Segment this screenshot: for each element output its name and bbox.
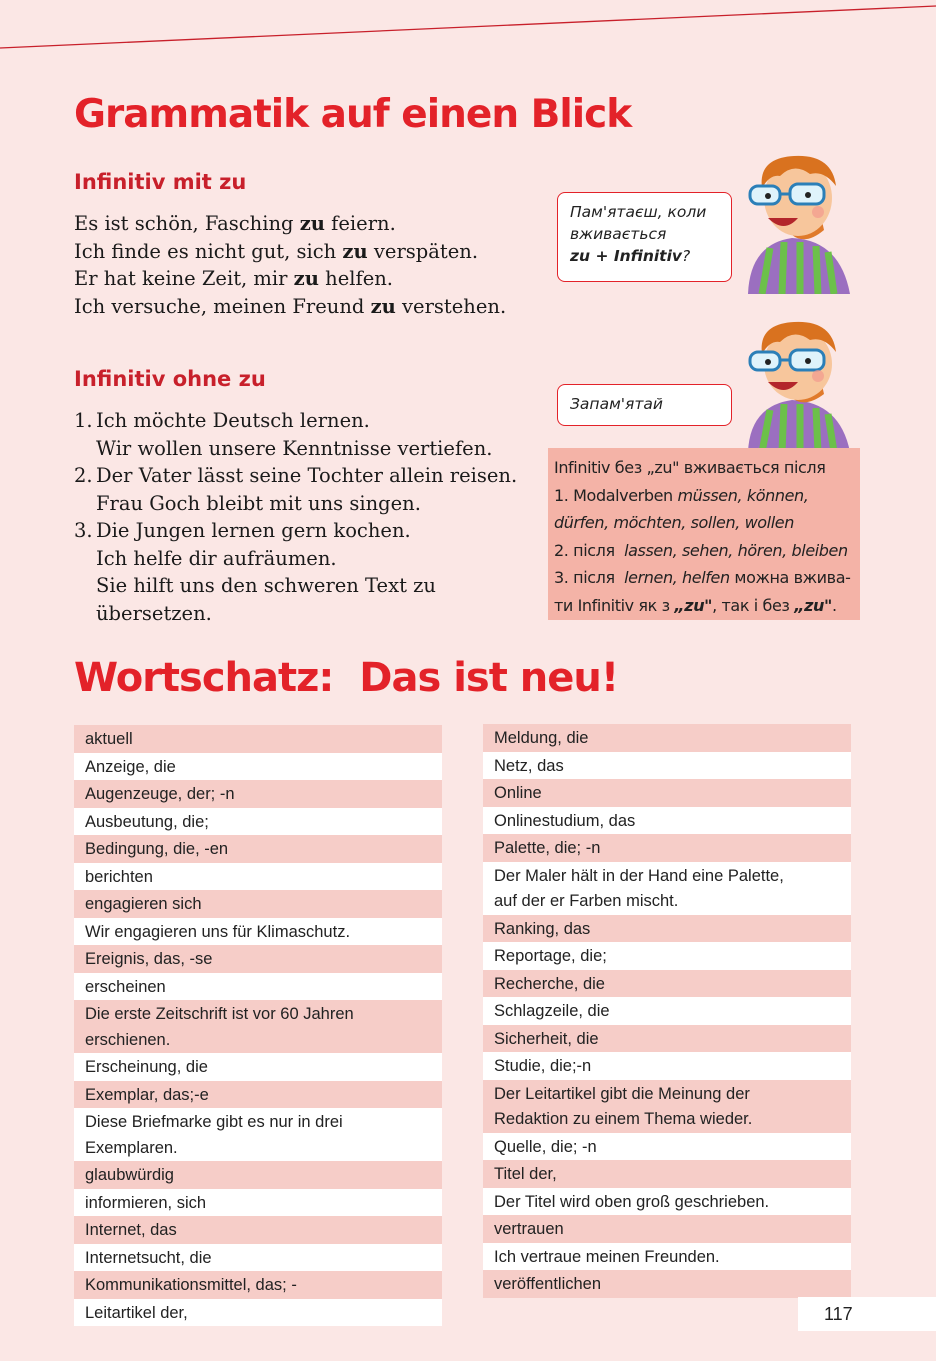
- rule-text: .: [831, 595, 837, 615]
- vocabulary-text: Reportage, die;: [494, 947, 607, 965]
- vocabulary-text: Ich vertraue meinen Freunden.: [494, 1247, 720, 1266]
- vocabulary-entry: [483, 942, 851, 970]
- boy-illustration-icon: [728, 152, 856, 294]
- vocabulary-text: Titel der,: [494, 1165, 557, 1183]
- sentence-text: übersetzen.: [96, 601, 212, 625]
- bubble-line: вживається: [570, 225, 667, 243]
- vocabulary-text: Studie, die;-n: [494, 1057, 592, 1075]
- example-sentence: [74, 600, 554, 628]
- heading-infinitiv-mit-zu: Infinitiv mit zu: [74, 170, 247, 194]
- sentence-text: Der Vater lässt seine Tochter allein reisen.: [96, 464, 518, 487]
- rule-box: [548, 448, 860, 620]
- bubble-line: Запам'ятай: [570, 395, 663, 413]
- vocabulary-entry: [483, 1215, 851, 1243]
- item-number: 3.: [74, 519, 93, 542]
- vocabulary-entry: [74, 1271, 442, 1299]
- example-sentence: [74, 265, 554, 293]
- vocabulary-entry: [483, 1270, 851, 1298]
- vocabulary-entry: [483, 997, 851, 1025]
- example-sentence: [74, 517, 554, 545]
- sentence-part: verstehen.: [395, 294, 507, 318]
- vocabulary-entry: [483, 1243, 851, 1271]
- rule-italic: lernen, helfen: [624, 568, 730, 587]
- sentence-text: Ich helfe dir aufräumen.: [96, 546, 337, 570]
- examples-ohne-zu: [74, 407, 554, 627]
- sentence-text: Sie hilft uns den schweren Text zu: [96, 574, 436, 597]
- examples-mit-zu: [74, 210, 554, 320]
- vocabulary-entry: [74, 918, 442, 946]
- vocabulary-text: Anzeige, die: [85, 757, 176, 776]
- example-sentence: [74, 293, 554, 321]
- vocabulary-text: Online: [494, 784, 542, 802]
- vocabulary-text: Die erste Zeitschrift ist vor 60 Jahren: [85, 1005, 354, 1023]
- example-sentence: [74, 462, 554, 490]
- vocabulary-text: Exemplaren.: [85, 1138, 178, 1157]
- sentence-text: Frau Goch bleibt mit uns singen.: [96, 491, 421, 515]
- vocabulary-text: Augenzeuge, der; -n: [85, 785, 235, 803]
- vocabulary-entry: [483, 862, 851, 915]
- vocabulary-text: Exemplar, das;-e: [85, 1085, 209, 1104]
- vocabulary-text: Wir engagieren uns für Klimaschutz.: [85, 922, 351, 941]
- zu-keyword: zu: [293, 267, 319, 290]
- vocabulary-text: Der Maler hält in der Hand eine Palette,: [494, 866, 784, 885]
- rule-bold: „zu": [794, 595, 832, 615]
- vocabulary-entry: [74, 725, 442, 753]
- page-number: 117: [798, 1297, 936, 1331]
- vocabulary-entry: [74, 1108, 442, 1161]
- vocabulary-entry: [74, 1081, 442, 1109]
- rule-line: [554, 564, 854, 592]
- vocabulary-entry: [483, 752, 851, 780]
- sentence-part: helfen.: [318, 267, 393, 290]
- vocabulary-entry: [483, 724, 851, 752]
- vocabulary-entry: [483, 807, 851, 835]
- sentence-text: Ich möchte Deutsch lernen.: [96, 409, 370, 432]
- vocabulary-text: Meldung, die: [494, 729, 589, 747]
- vocabulary-text: Der Leitartikel gibt die Meinung der: [494, 1084, 750, 1103]
- sentence-part: Ich versuche, meinen Freund: [74, 294, 371, 318]
- rule-line: [554, 592, 854, 620]
- vocabulary-text: aktuell: [85, 730, 133, 748]
- rule-italic: lassen, sehen, hören, bleiben: [624, 540, 848, 560]
- vocabulary-text: berichten: [85, 867, 153, 886]
- vocabulary-text: Quelle, die; -n: [494, 1137, 597, 1156]
- top-divider-line: [0, 0, 936, 60]
- item-number: 2.: [74, 464, 93, 487]
- vocabulary-text: Ranking, das: [494, 919, 591, 938]
- sentence-text: Die Jungen lernen gern kochen.: [96, 519, 411, 542]
- sentence-part: Es ist schön, Fasching: [74, 212, 300, 235]
- rule-bold: „zu": [674, 595, 713, 615]
- vocabulary-entry: [74, 890, 442, 918]
- vocabulary-title: Wortschatz: Das ist neu!: [74, 655, 619, 701]
- rule-text: 2. після: [554, 540, 625, 560]
- example-sentence: [74, 490, 554, 518]
- vocabulary-text: Redaktion zu einem Thema wieder.: [494, 1110, 753, 1128]
- vocabulary-entry: [483, 1025, 851, 1053]
- vocabulary-list-left: [74, 725, 442, 1326]
- vocabulary-text: Erscheinung, die: [85, 1058, 208, 1076]
- rule-italic: müssen, können,: [677, 485, 809, 505]
- page-title: Grammatik auf einen Blick: [74, 92, 632, 137]
- example-sentence: [74, 572, 554, 600]
- bubble-q: ?: [682, 247, 691, 265]
- zu-keyword: zu: [370, 294, 396, 318]
- vocabulary-entry: [483, 970, 851, 998]
- vocabulary-text: Internetsucht, die: [85, 1248, 212, 1267]
- vocabulary-entry: [74, 1161, 442, 1189]
- vocabulary-entry: [483, 1080, 851, 1133]
- vocabulary-text: Ereignis, das, -se: [85, 950, 213, 968]
- speech-bubble-remember: [557, 384, 732, 426]
- bubble-line: [570, 245, 719, 267]
- vocabulary-entry: [74, 1216, 442, 1244]
- vocabulary-text: Schlagzeile, die: [494, 1002, 610, 1020]
- vocabulary-entry: [483, 834, 851, 862]
- vocabulary-text: erscheinen: [85, 977, 166, 996]
- sentence-part: verspäten.: [367, 239, 479, 263]
- vocabulary-entry: [74, 1053, 442, 1081]
- vocabulary-entry: [74, 973, 442, 1001]
- vocabulary-entry: [74, 780, 442, 808]
- vocabulary-entry: [483, 1052, 851, 1080]
- example-sentence: [74, 435, 554, 463]
- vocabulary-text: Leitartikel der,: [85, 1303, 188, 1322]
- vocabulary-entry: [74, 863, 442, 891]
- vocabulary-entry: [483, 1160, 851, 1188]
- vocabulary-text: veröffentlichen: [494, 1275, 602, 1293]
- vocabulary-entry: [74, 945, 442, 973]
- rule-text: 3. після: [554, 568, 625, 587]
- rule-line: Infinitiv без „zu" вживається після: [554, 458, 826, 477]
- vocabulary-entry: [74, 808, 442, 836]
- sentence-part: Ich finde es nicht gut, sich: [74, 239, 343, 263]
- rule-text: можна вжива-: [729, 568, 851, 587]
- speech-bubble-question: [557, 192, 732, 282]
- zu-keyword: zu: [342, 239, 368, 263]
- vocabulary-entry: [74, 753, 442, 781]
- vocabulary-text: Palette, die; -n: [494, 839, 601, 857]
- vocabulary-text: Onlinestudium, das: [494, 811, 636, 830]
- vocabulary-text: auf der er Farben mischt.: [494, 892, 679, 910]
- sentence-part: feiern.: [324, 212, 396, 235]
- rule-line: [554, 509, 854, 537]
- vocabulary-text: glaubwürdig: [85, 1166, 174, 1184]
- zu-keyword: zu: [299, 212, 325, 235]
- rule-line: [554, 482, 854, 510]
- rule-italic: dürfen, möchten, sollen, wollen: [554, 513, 794, 532]
- example-sentence: [74, 210, 554, 238]
- vocabulary-text: Der Titel wird oben groß geschrieben.: [494, 1192, 770, 1211]
- vocabulary-text: erschienen.: [85, 1030, 171, 1049]
- boy-illustration-icon: [728, 320, 856, 452]
- rule-text: , так і без: [712, 595, 795, 615]
- vocabulary-entry: [483, 779, 851, 807]
- vocabulary-entry: [483, 1133, 851, 1161]
- vocabulary-entry: [74, 1000, 442, 1053]
- vocabulary-list-right: [483, 724, 851, 1298]
- sentence-text: Wir wollen unsere Kenntnisse vertiefen.: [96, 436, 493, 460]
- example-sentence: [74, 238, 554, 266]
- vocabulary-text: Sicherheit, die: [494, 1029, 599, 1048]
- example-sentence: [74, 407, 554, 435]
- vocabulary-text: Kommunikationsmittel, das; -: [85, 1276, 297, 1294]
- rule-text: 1. Modalverben: [554, 485, 678, 505]
- vocabulary-text: Netz, das: [494, 756, 564, 775]
- vocabulary-entry: [483, 1188, 851, 1216]
- vocabulary-entry: [74, 1299, 442, 1327]
- vocabulary-text: Diese Briefmarke gibt es nur in drei: [85, 1113, 343, 1131]
- example-sentence: [74, 545, 554, 573]
- vocabulary-text: Recherche, die: [494, 974, 605, 993]
- sentence-part: Er hat keine Zeit, mir: [74, 267, 294, 290]
- vocabulary-entry: [74, 1189, 442, 1217]
- vocabulary-text: Internet, das: [85, 1221, 177, 1239]
- vocabulary-text: informieren, sich: [85, 1193, 207, 1212]
- vocabulary-text: Ausbeutung, die;: [85, 812, 209, 831]
- vocabulary-text: engagieren sich: [85, 895, 202, 913]
- item-number: 1.: [74, 409, 93, 432]
- bubble-line: Пам'ятаєш, коли: [570, 203, 707, 221]
- vocabulary-entry: [74, 1244, 442, 1272]
- heading-infinitiv-ohne-zu: Infinitiv ohne zu: [74, 367, 266, 391]
- rule-text: ти Infinitiv як з: [554, 595, 675, 615]
- vocabulary-entry: [483, 915, 851, 943]
- vocabulary-entry: [74, 835, 442, 863]
- vocabulary-text: Bedingung, die, -en: [85, 840, 229, 858]
- rule-line: [554, 537, 854, 565]
- vocabulary-text: vertrauen: [494, 1220, 564, 1238]
- bubble-bold: zu + Infinitiv: [570, 247, 683, 265]
